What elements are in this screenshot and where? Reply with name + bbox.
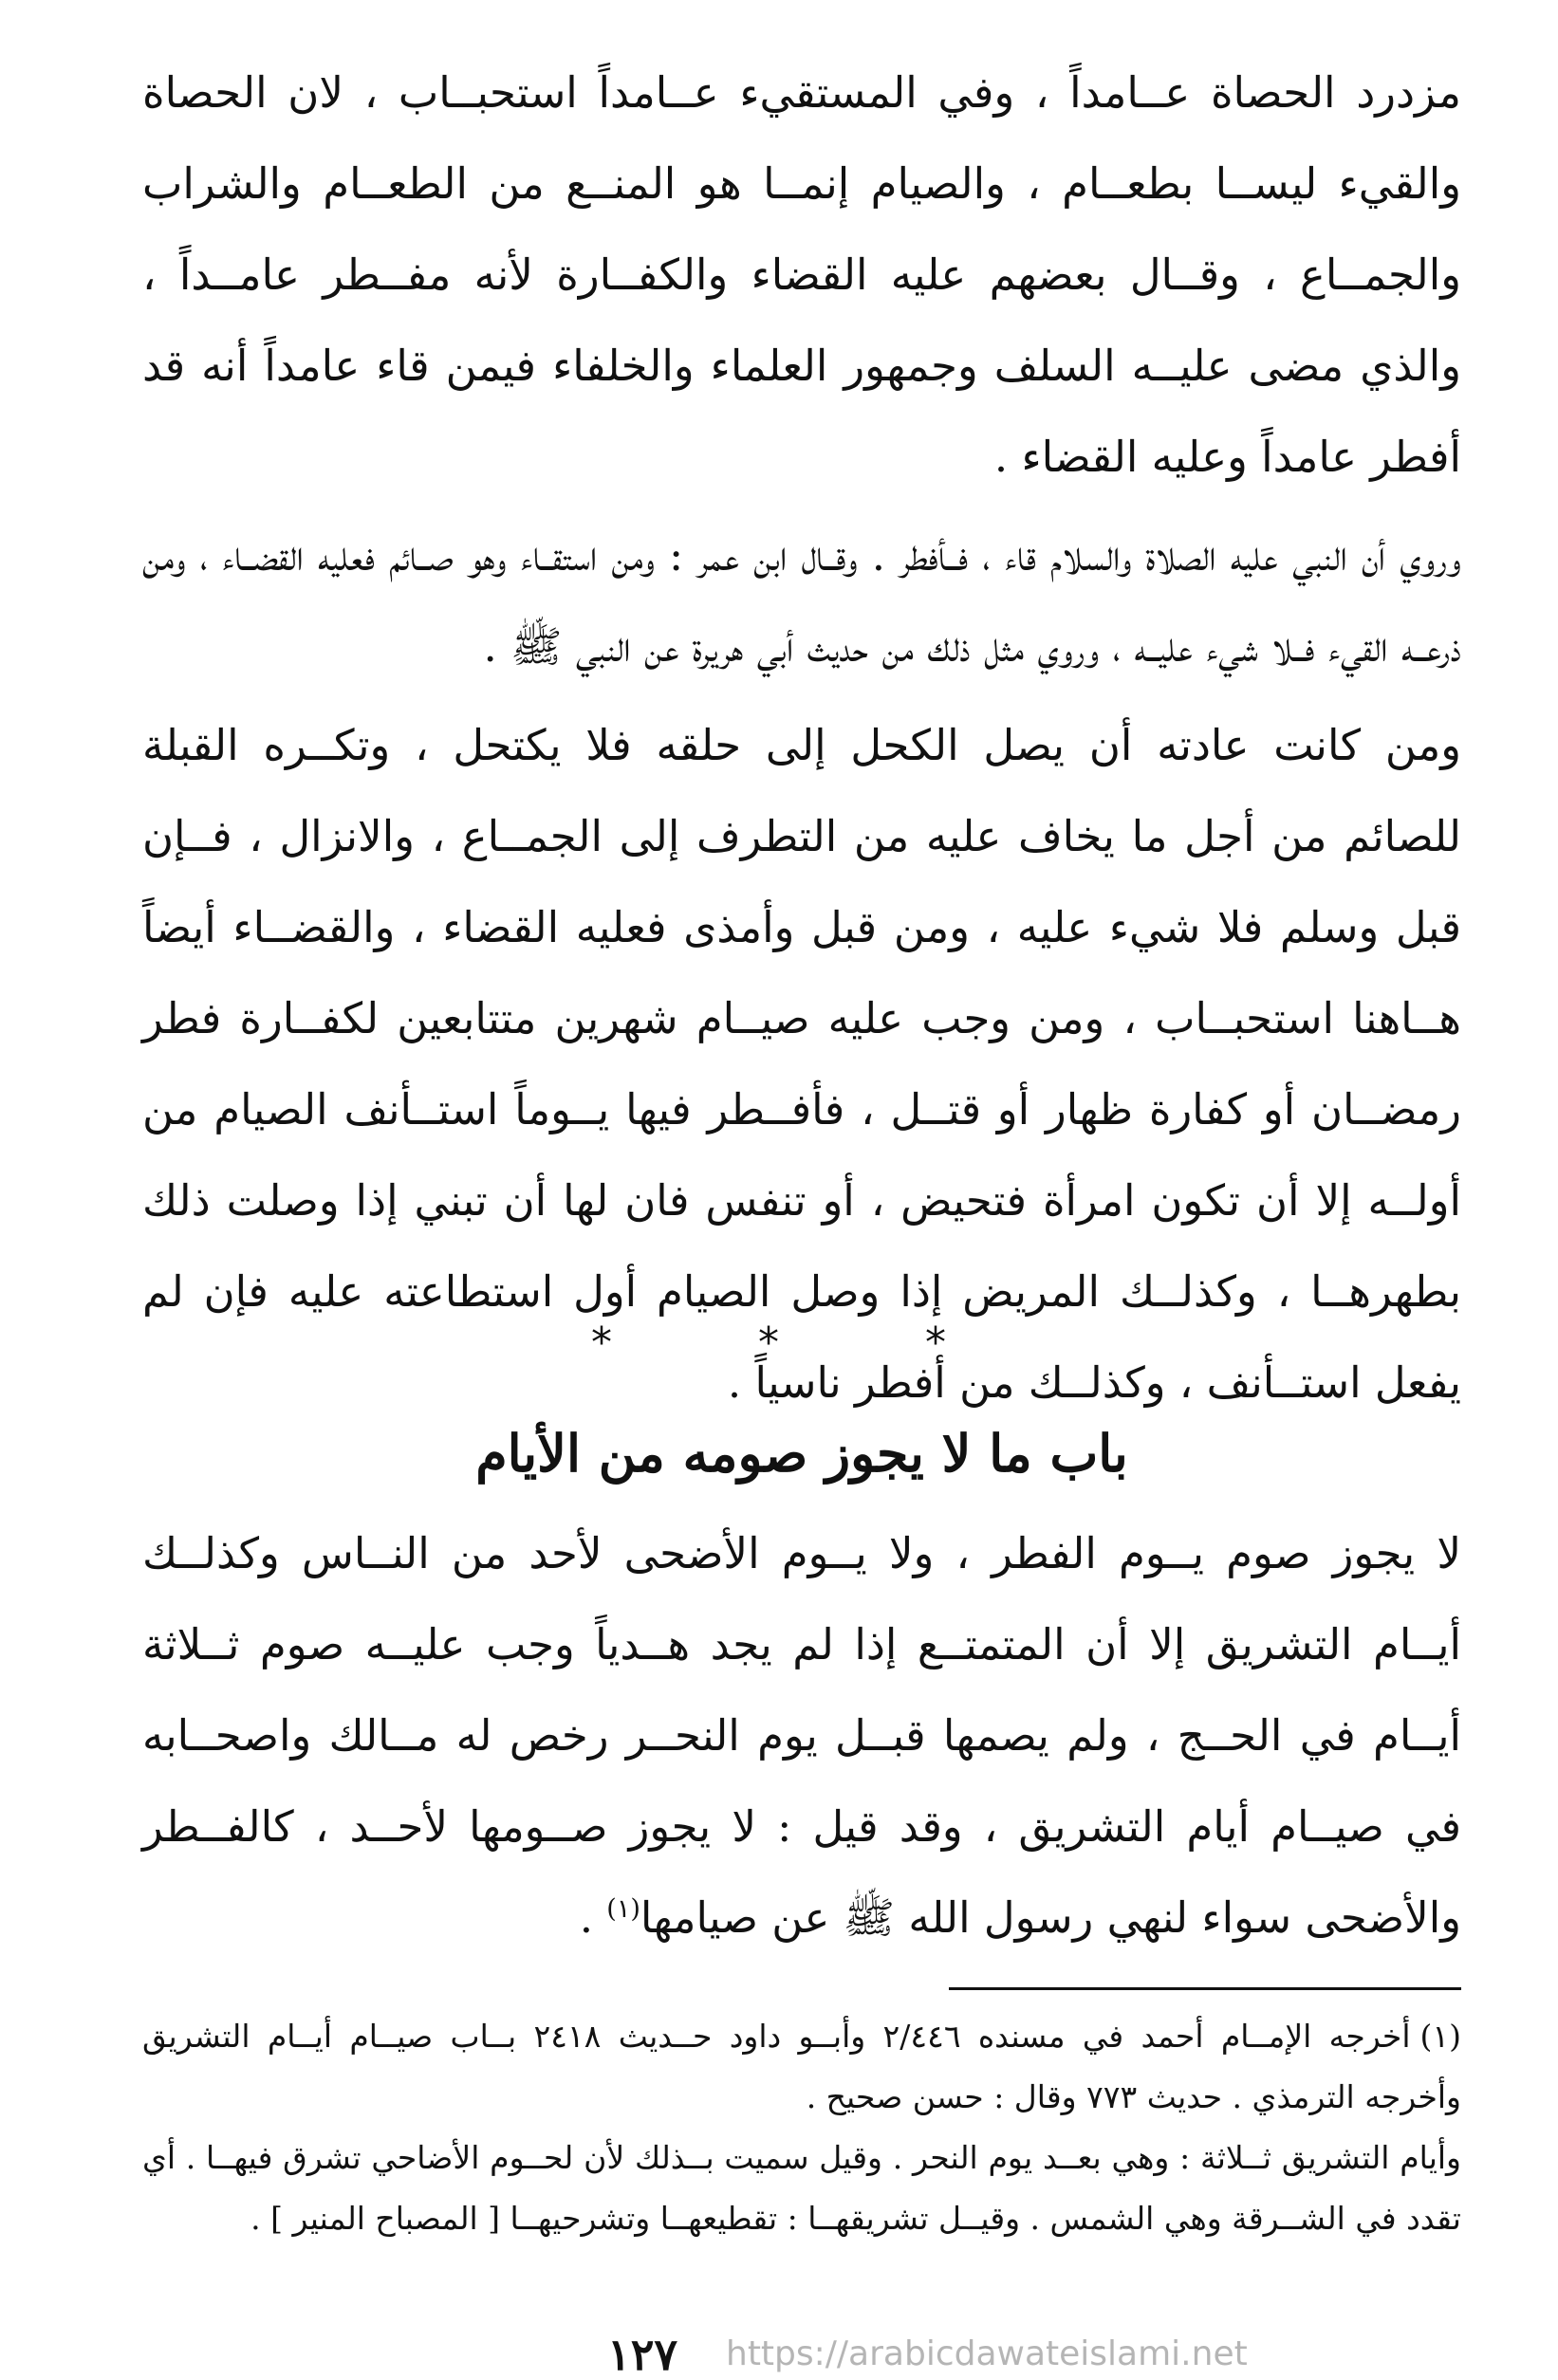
page-number: ١٢٧ bbox=[607, 2329, 678, 2380]
paragraph-forbidden-fasting-days bbox=[142, 1508, 1461, 1964]
chapter-paragraph-end: . bbox=[579, 1892, 607, 1943]
chapter-paragraph-text: لا يجوز صوم يــوم الفطر ، ولا يــوم الأضحى لأحد من النــاس وكذلــك أيــام التشريق إلا أن المتمتــع إذا لم يجد هــدياً وجب عليــه صوم ثــلاثة أيــام في الحــج ، ولم يصمها قبــل يوم النحــر رخص له مــالك واصحــابه في صيــام أيام التشريق ، وقد قيل : لا يجوز صــومها لأحــد ، كالفــطر والأضحى سواء لنهي رسول الله ﷺ عن صيامها bbox=[142, 1528, 1461, 1943]
paragraph-vomiting-ruling: مزدرد الحصاة عــامداً ، وفي المستقيء عــامداً استحبــاب ، لان الحصاة والقيء ليســا بطعــام ، والصيام إنمــا هو المنــع من الطعــام والشراب والجمــاع ، وقــال بعضهم عليه القضاء والكفــارة لأنه مفــطر عامــداً ، والذي مضى عليــه السلف وجمهور العلماء والخلفاء فيمن قاء عامداً أنه قد أفطر عامداً وعليه القضاء . bbox=[142, 67, 1461, 482]
footnote-1-continuation bbox=[142, 2128, 1461, 2249]
section-chapter-text bbox=[142, 1508, 1461, 1964]
footnote-reference: (١) bbox=[606, 1894, 640, 1924]
paragraph-prophet-narration: وروي أن النبي عليه الصلاة والسلام قاء ، فــأفطر . وقــال ابن عمر : ومن استقــاء وهو صــائم فعليه القضــاء ، ومن ذرعــه القيء فــلا شيء عليــه ، وروي مثل ذلك من حديث أبي هريرة عن النبي ﷺ . bbox=[142, 530, 1461, 672]
footnote-1 bbox=[142, 2006, 1461, 2128]
section-main-text bbox=[142, 47, 1461, 1429]
footnote-2-text: وأيام التشريق ثــلاثة : وهي بعــد يوم النحر . وقيل سميت بــذلك لأن لحــوم الأضاحي تشرق فيهــا . أي تقدد في الشــرقة وهي الشمس . وقيــل تشريقهــا : تقطيعهــا وتشرحيهــا [ المصباح المنير ] . bbox=[142, 2139, 1461, 2237]
section-separator-stars: * * * bbox=[591, 1319, 1012, 1367]
footnote-divider bbox=[949, 1987, 1461, 1990]
page-footer bbox=[0, 2329, 1558, 2380]
footnotes-section bbox=[142, 2006, 1461, 2249]
paragraph-kohl-and-kissing: ومن كانت عادته أن يصل الكحل إلى حلقه فلا يكتحل ، وتكــره القبلة للصائم من أجل ما يخاف عليه من التطرف إلى الجمــاع ، والانزال ، فــإن قبل وسلم فلا شيء عليه ، ومن قبل وأمذى فعليه القضاء ، والقضــاء أيضاً هــاهنا استحبــاب ، ومن وجب عليه صيــام شهرين متتابعين لكفــارة فطر رمضــان أو كفارة ظهار أو قتــل ، فأفــطر فيها يــوماً استــأنف الصيام من أولــه إلا أن تكون امرأة فتحيض ، أو تنفس فان لها أن تبني إذا وصلت ذلك بطهرهــا ، وكذلــك المريض إذا وصل الصيام أول استطاعته عليه فإن لم يفعل استــأنف ، وكذلــك من أفطر ناسياً . bbox=[142, 720, 1461, 1408]
chapter-title: باب ما لا يجوز صومه من الأيام bbox=[475, 1423, 1128, 1484]
source-watermark-url: https://arabicdawateislami.net bbox=[726, 2334, 1248, 2373]
document-page bbox=[142, 47, 1461, 2334]
footnote-1-mark: (١) bbox=[1419, 2018, 1461, 2055]
footnote-1-text: أخرجه الإمــام أحمد في مسنده ٢/٤٤٦ وأبــو داود حــديث ٢٤١٨ بــاب صيــام أيــام التشريق وأخرجه الترمذي . حديث ٧٧٣ وقال : حسن صحيح . bbox=[142, 2018, 1461, 2115]
